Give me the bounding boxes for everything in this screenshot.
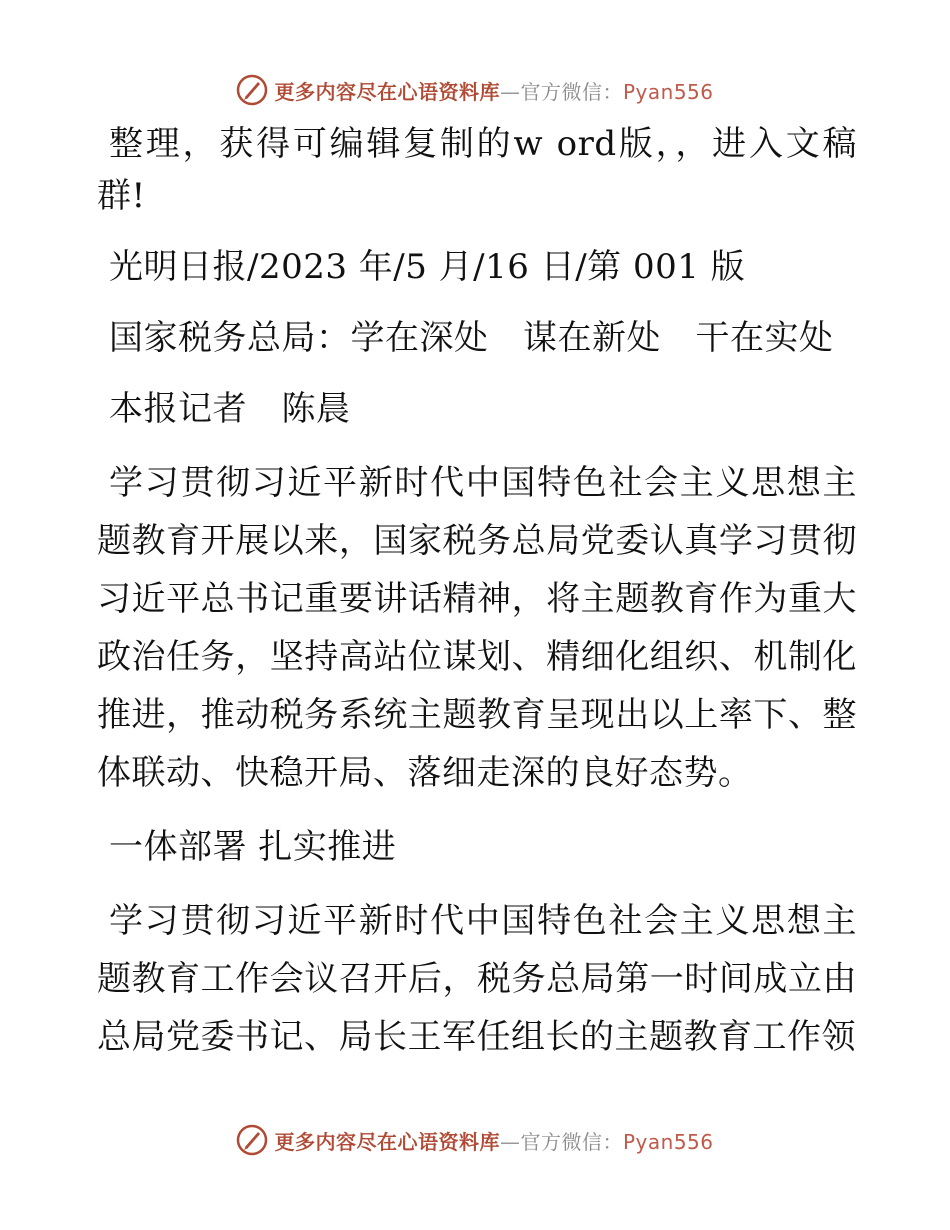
- watermark-brand: 更多内容尽在心语资料库: [274, 79, 500, 104]
- section-heading: 一体部署 扎实推进: [109, 827, 397, 867]
- watermark-official-label: 官方微信：: [520, 79, 623, 104]
- watermark-wechat-id: Pyan556: [622, 79, 714, 104]
- watermark-header: [0, 70, 950, 110]
- quill-logo-icon: [236, 1124, 268, 1156]
- watermark-official-label: 官方微信：: [520, 1129, 623, 1154]
- watermark-text: [274, 1126, 713, 1155]
- byline: 本报记者 陈晨: [109, 389, 351, 429]
- watermark-wechat-id: Pyan556: [622, 1129, 714, 1154]
- watermark-separator: —: [499, 1129, 521, 1154]
- article-title: 国家税务总局：学在深处 谋在新处 干在实处: [109, 318, 834, 358]
- source-line: 光明日报/2023 年/5 月/16 日/第 001 版: [109, 247, 746, 287]
- watermark-brand: 更多内容尽在心语资料库: [274, 1129, 500, 1154]
- watermark-text: [274, 76, 713, 105]
- watermark-footer: [0, 1120, 950, 1160]
- body-paragraph: 学习贯彻习近平新时代中国特色社会主义思想主题教育开展以来，国家税务总局党委认真学习贯彻习近平总书记重要讲话精神，将主题教育作为重大政治任务，坚持高站位谋划、精细化组织、机制化推进，推动税务系统主题教育呈现出以上率下、整体联动、快稳开局、落细走深的良好态势。: [97, 463, 857, 793]
- watermark-separator: —: [499, 79, 521, 104]
- quill-logo-icon: [236, 74, 268, 106]
- intro-paragraph: 整理，获得可编辑复制的w ord版，，进入文稿群!: [97, 124, 857, 216]
- body-paragraph: 学习贯彻习近平新时代中国特色社会主义思想主题教育工作会议召开后，税务总局第一时间成立由总局党委书记、局长王军任组长的主题教育工作领: [97, 901, 857, 1057]
- document-body: [97, 118, 857, 1085]
